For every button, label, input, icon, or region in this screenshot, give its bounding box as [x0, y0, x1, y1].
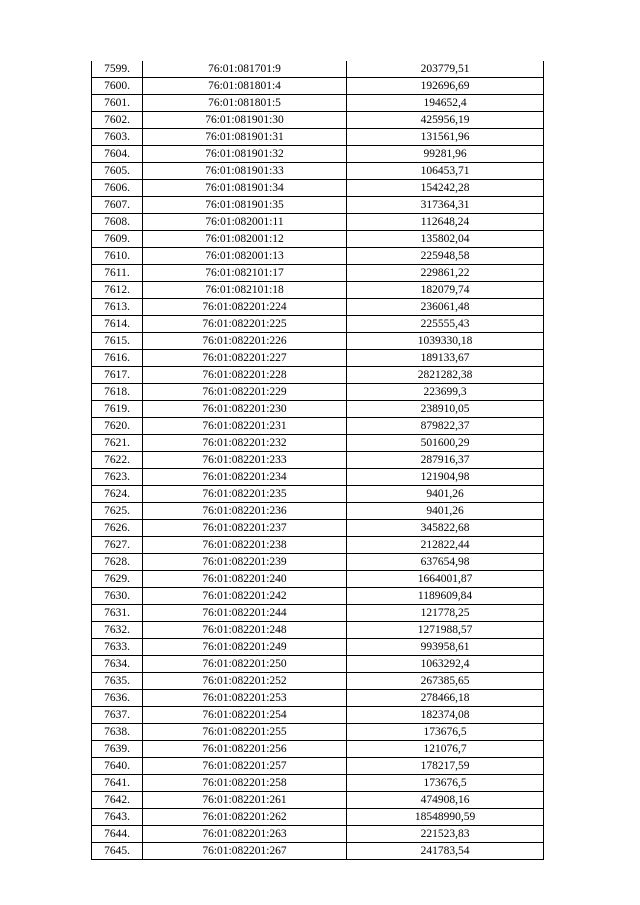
- table-row: [92, 809, 544, 826]
- table-row: [92, 588, 544, 605]
- cadastral-number-cell: 76:01:082201:254: [143, 707, 347, 724]
- row-number-cell: 7613.: [92, 299, 143, 316]
- value-cell: 112648,24: [347, 214, 544, 231]
- cadastral-number-cell: 76:01:082001:11: [143, 214, 347, 231]
- table-row: [92, 775, 544, 792]
- cadastral-number-cell: 76:01:082201:258: [143, 775, 347, 792]
- table-row: [92, 741, 544, 758]
- table-row: [92, 537, 544, 554]
- cadastral-number-cell: 76:01:082201:267: [143, 843, 347, 860]
- value-cell: 154242,28: [347, 180, 544, 197]
- cadastral-value-table: [91, 61, 544, 860]
- row-number-cell: 7614.: [92, 316, 143, 333]
- cadastral-number-cell: 76:01:082201:231: [143, 418, 347, 435]
- table-row: [92, 503, 544, 520]
- value-cell: 1664001,87: [347, 571, 544, 588]
- value-cell: 317364,31: [347, 197, 544, 214]
- cadastral-number-cell: 76:01:082201:252: [143, 673, 347, 690]
- value-cell: 1063292,4: [347, 656, 544, 673]
- cadastral-number-cell: 76:01:081801:5: [143, 95, 347, 112]
- value-cell: 637654,98: [347, 554, 544, 571]
- value-cell: 178217,59: [347, 758, 544, 775]
- value-cell: 879822,37: [347, 418, 544, 435]
- value-cell: 121904,98: [347, 469, 544, 486]
- table-row: [92, 282, 544, 299]
- cadastral-number-cell: 76:01:082201:261: [143, 792, 347, 809]
- value-cell: 993958,61: [347, 639, 544, 656]
- table-row: [92, 605, 544, 622]
- value-cell: 99281,96: [347, 146, 544, 163]
- row-number-cell: 7626.: [92, 520, 143, 537]
- row-number-cell: 7635.: [92, 673, 143, 690]
- cadastral-number-cell: 76:01:082201:228: [143, 367, 347, 384]
- row-number-cell: 7608.: [92, 214, 143, 231]
- table-row: [92, 520, 544, 537]
- row-number-cell: 7627.: [92, 537, 143, 554]
- table-row: [92, 214, 544, 231]
- table-row: [92, 486, 544, 503]
- row-number-cell: 7606.: [92, 180, 143, 197]
- row-number-cell: 7603.: [92, 129, 143, 146]
- row-number-cell: 7630.: [92, 588, 143, 605]
- cadastral-number-cell: 76:01:082201:262: [143, 809, 347, 826]
- row-number-cell: 7621.: [92, 435, 143, 452]
- cadastral-number-cell: 76:01:082201:230: [143, 401, 347, 418]
- row-number-cell: 7623.: [92, 469, 143, 486]
- row-number-cell: 7599.: [92, 61, 143, 78]
- table-row: [92, 452, 544, 469]
- cadastral-number-cell: 76:01:082201:249: [143, 639, 347, 656]
- table-body: [92, 61, 544, 860]
- row-number-cell: 7645.: [92, 843, 143, 860]
- cadastral-number-cell: 76:01:081701:9: [143, 61, 347, 78]
- table-row: [92, 231, 544, 248]
- row-number-cell: 7633.: [92, 639, 143, 656]
- table-row: [92, 61, 544, 78]
- value-cell: 1189609,84: [347, 588, 544, 605]
- value-cell: 236061,48: [347, 299, 544, 316]
- row-number-cell: 7602.: [92, 112, 143, 129]
- cadastral-number-cell: 76:01:082201:229: [143, 384, 347, 401]
- value-cell: 203779,51: [347, 61, 544, 78]
- table-row: [92, 758, 544, 775]
- row-number-cell: 7615.: [92, 333, 143, 350]
- row-number-cell: 7625.: [92, 503, 143, 520]
- table-row: [92, 299, 544, 316]
- value-cell: 194652,4: [347, 95, 544, 112]
- value-cell: 223699,3: [347, 384, 544, 401]
- cadastral-number-cell: 76:01:081901:31: [143, 129, 347, 146]
- table-row: [92, 95, 544, 112]
- table-row: [92, 639, 544, 656]
- cadastral-number-cell: 76:01:082101:18: [143, 282, 347, 299]
- row-number-cell: 7631.: [92, 605, 143, 622]
- cadastral-number-cell: 76:01:082201:236: [143, 503, 347, 520]
- row-number-cell: 7618.: [92, 384, 143, 401]
- value-cell: 182374,08: [347, 707, 544, 724]
- value-cell: 501600,29: [347, 435, 544, 452]
- table-row: [92, 707, 544, 724]
- cadastral-number-cell: 76:01:082001:13: [143, 248, 347, 265]
- cadastral-number-cell: 76:01:082201:256: [143, 741, 347, 758]
- row-number-cell: 7611.: [92, 265, 143, 282]
- table-row: [92, 197, 544, 214]
- value-cell: 287916,37: [347, 452, 544, 469]
- table-row: [92, 265, 544, 282]
- row-number-cell: 7617.: [92, 367, 143, 384]
- row-number-cell: 7641.: [92, 775, 143, 792]
- table-row: [92, 673, 544, 690]
- table-row: [92, 367, 544, 384]
- value-cell: 212822,44: [347, 537, 544, 554]
- table-row: [92, 146, 544, 163]
- row-number-cell: 7609.: [92, 231, 143, 248]
- value-cell: 182079,74: [347, 282, 544, 299]
- row-number-cell: 7601.: [92, 95, 143, 112]
- value-cell: 267385,65: [347, 673, 544, 690]
- cadastral-number-cell: 76:01:082201:250: [143, 656, 347, 673]
- table-row: [92, 418, 544, 435]
- row-number-cell: 7632.: [92, 622, 143, 639]
- row-number-cell: 7612.: [92, 282, 143, 299]
- cadastral-number-cell: 76:01:081901:32: [143, 146, 347, 163]
- value-cell: 345822,68: [347, 520, 544, 537]
- table-row: [92, 248, 544, 265]
- table-row: [92, 384, 544, 401]
- row-number-cell: 7639.: [92, 741, 143, 758]
- row-number-cell: 7610.: [92, 248, 143, 265]
- row-number-cell: 7607.: [92, 197, 143, 214]
- table-row: [92, 350, 544, 367]
- value-cell: 131561,96: [347, 129, 544, 146]
- table-row: [92, 333, 544, 350]
- value-cell: 106453,71: [347, 163, 544, 180]
- table-row: [92, 724, 544, 741]
- cadastral-number-cell: 76:01:082201:263: [143, 826, 347, 843]
- value-cell: 425956,19: [347, 112, 544, 129]
- table-row: [92, 316, 544, 333]
- table-row: [92, 622, 544, 639]
- cadastral-number-cell: 76:01:081901:34: [143, 180, 347, 197]
- value-cell: 9401,26: [347, 503, 544, 520]
- cadastral-number-cell: 76:01:082201:232: [143, 435, 347, 452]
- document-page: [91, 61, 543, 860]
- row-number-cell: 7604.: [92, 146, 143, 163]
- row-number-cell: 7620.: [92, 418, 143, 435]
- value-cell: 2821282,38: [347, 367, 544, 384]
- value-cell: 9401,26: [347, 486, 544, 503]
- cadastral-number-cell: 76:01:081901:30: [143, 112, 347, 129]
- cadastral-number-cell: 76:01:082201:240: [143, 571, 347, 588]
- table-row: [92, 554, 544, 571]
- value-cell: 225948,58: [347, 248, 544, 265]
- row-number-cell: 7600.: [92, 78, 143, 95]
- value-cell: 173676,5: [347, 724, 544, 741]
- row-number-cell: 7605.: [92, 163, 143, 180]
- value-cell: 225555,43: [347, 316, 544, 333]
- cadastral-number-cell: 76:01:081901:33: [143, 163, 347, 180]
- row-number-cell: 7629.: [92, 571, 143, 588]
- cadastral-number-cell: 76:01:082201:239: [143, 554, 347, 571]
- table-row: [92, 129, 544, 146]
- row-number-cell: 7634.: [92, 656, 143, 673]
- cadastral-number-cell: 76:01:082201:244: [143, 605, 347, 622]
- row-number-cell: 7638.: [92, 724, 143, 741]
- cadastral-number-cell: 76:01:081801:4: [143, 78, 347, 95]
- table-row: [92, 112, 544, 129]
- table-row: [92, 690, 544, 707]
- value-cell: 238910,05: [347, 401, 544, 418]
- row-number-cell: 7624.: [92, 486, 143, 503]
- cadastral-number-cell: 76:01:082201:257: [143, 758, 347, 775]
- table-row: [92, 792, 544, 809]
- value-cell: 192696,69: [347, 78, 544, 95]
- cadastral-number-cell: 76:01:082201:224: [143, 299, 347, 316]
- table-row: [92, 435, 544, 452]
- table-row: [92, 180, 544, 197]
- table-row: [92, 469, 544, 486]
- value-cell: 18548990,59: [347, 809, 544, 826]
- table-row: [92, 571, 544, 588]
- cadastral-number-cell: 76:01:082201:233: [143, 452, 347, 469]
- cadastral-number-cell: 76:01:082201:225: [143, 316, 347, 333]
- cadastral-number-cell: 76:01:081901:35: [143, 197, 347, 214]
- value-cell: 241783,54: [347, 843, 544, 860]
- table-row: [92, 843, 544, 860]
- value-cell: 173676,5: [347, 775, 544, 792]
- cadastral-number-cell: 76:01:082001:12: [143, 231, 347, 248]
- cadastral-number-cell: 76:01:082101:17: [143, 265, 347, 282]
- value-cell: 278466,18: [347, 690, 544, 707]
- value-cell: 121778,25: [347, 605, 544, 622]
- table-row: [92, 163, 544, 180]
- cadastral-number-cell: 76:01:082201:227: [143, 350, 347, 367]
- row-number-cell: 7619.: [92, 401, 143, 418]
- row-number-cell: 7643.: [92, 809, 143, 826]
- cadastral-number-cell: 76:01:082201:235: [143, 486, 347, 503]
- cadastral-number-cell: 76:01:082201:248: [143, 622, 347, 639]
- row-number-cell: 7637.: [92, 707, 143, 724]
- cadastral-number-cell: 76:01:082201:253: [143, 690, 347, 707]
- cadastral-number-cell: 76:01:082201:234: [143, 469, 347, 486]
- row-number-cell: 7640.: [92, 758, 143, 775]
- value-cell: 229861,22: [347, 265, 544, 282]
- row-number-cell: 7622.: [92, 452, 143, 469]
- cadastral-number-cell: 76:01:082201:242: [143, 588, 347, 605]
- cadastral-number-cell: 76:01:082201:226: [143, 333, 347, 350]
- row-number-cell: 7644.: [92, 826, 143, 843]
- value-cell: 1271988,57: [347, 622, 544, 639]
- row-number-cell: 7636.: [92, 690, 143, 707]
- value-cell: 1039330,18: [347, 333, 544, 350]
- row-number-cell: 7628.: [92, 554, 143, 571]
- row-number-cell: 7616.: [92, 350, 143, 367]
- table-row: [92, 78, 544, 95]
- table-row: [92, 826, 544, 843]
- value-cell: 135802,04: [347, 231, 544, 248]
- value-cell: 474908,16: [347, 792, 544, 809]
- value-cell: 189133,67: [347, 350, 544, 367]
- row-number-cell: 7642.: [92, 792, 143, 809]
- cadastral-number-cell: 76:01:082201:238: [143, 537, 347, 554]
- table-row: [92, 656, 544, 673]
- cadastral-number-cell: 76:01:082201:237: [143, 520, 347, 537]
- cadastral-number-cell: 76:01:082201:255: [143, 724, 347, 741]
- value-cell: 121076,7: [347, 741, 544, 758]
- table-row: [92, 401, 544, 418]
- value-cell: 221523,83: [347, 826, 544, 843]
